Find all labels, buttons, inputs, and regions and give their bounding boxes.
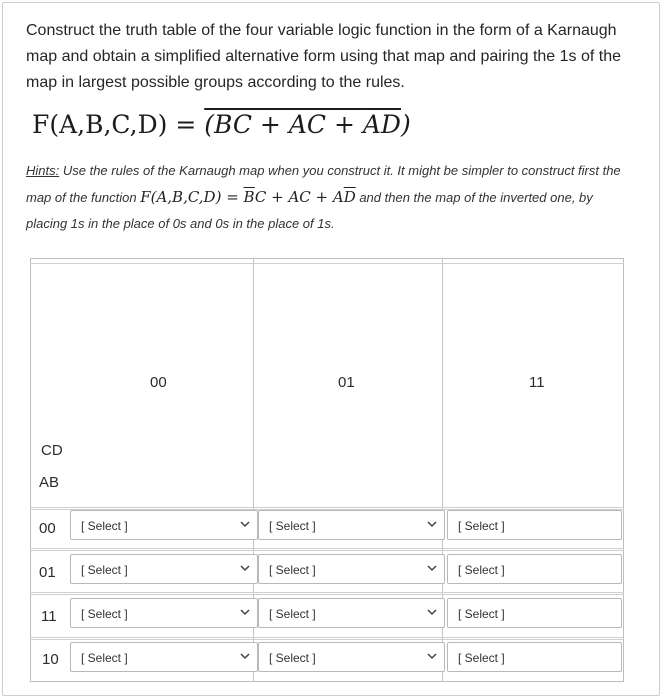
hints-paragraph <box>26 158 636 237</box>
chevron-down-icon <box>426 650 438 662</box>
select-label: [ Select ] <box>458 519 505 533</box>
grid-divider <box>30 592 624 595</box>
chevron-down-icon <box>426 562 438 574</box>
formula-middle: + AC + <box>251 110 363 139</box>
select-label: [ Select ] <box>269 563 316 577</box>
chevron-down-icon <box>239 650 251 662</box>
instructions-text: Construct the truth table of the four variable logic function in the form of a Karnaugh map and obtain a simplified alternative form using that map and pairing the 1s of the map in largest possible groups according to the rules. <box>26 22 622 91</box>
select-row00-col01[interactable] <box>258 510 445 540</box>
select-label: [ Select ] <box>81 607 128 621</box>
formula-inverted-expression <box>204 110 401 139</box>
grid-divider <box>30 637 624 640</box>
column-header-11: 11 <box>529 374 545 391</box>
select-row10-col01[interactable] <box>258 642 445 672</box>
chevron-down-icon <box>239 518 251 530</box>
select-row00-col00[interactable] <box>70 510 258 540</box>
select-row01-col01[interactable] <box>258 554 445 584</box>
select-label: [ Select ] <box>269 519 316 533</box>
select-row11-col11[interactable] <box>447 598 622 628</box>
hint-formula-rest: C + AC + A <box>254 188 344 206</box>
select-label: [ Select ] <box>269 607 316 621</box>
hint-formula-b: $\overline{B}$ <box>243 188 255 206</box>
row-label-01: 01 <box>39 564 56 581</box>
select-label: [ Select ] <box>458 563 505 577</box>
row-label-00: 00 <box>39 520 56 537</box>
hints-text-1: Use the rules of the Karnaugh map when you construct it. It might be simpler to construct first the map of the function <box>26 163 621 205</box>
formula-close-paren: ) <box>400 110 411 139</box>
column-header-00: 00 <box>150 374 167 391</box>
hints-text-2: and then the map of the inverted one, by placing 1s in the place of 0s and 0s in the place of 1s. <box>26 190 593 231</box>
select-row01-col11[interactable] <box>447 554 622 584</box>
grid-divider <box>30 263 624 264</box>
select-row10-col00[interactable] <box>70 642 258 672</box>
chevron-down-icon <box>239 606 251 618</box>
hint-formula-d: $\overline{D}$ <box>343 188 356 206</box>
hint-formula-lhs: F(A,B,C,D) = <box>140 188 244 206</box>
select-label: [ Select ] <box>458 651 505 665</box>
select-label: [ Select ] <box>81 563 128 577</box>
formula-term-ad: AD <box>362 110 401 139</box>
chevron-down-icon <box>426 518 438 530</box>
formula-term-bc: BC <box>214 110 252 139</box>
chevron-down-icon <box>426 606 438 618</box>
hints-label: Hints: <box>26 163 60 178</box>
column-header-01: 01 <box>338 374 355 391</box>
hint-formula <box>140 188 356 206</box>
select-row10-col11[interactable] <box>447 642 622 672</box>
corner-label-cd: CD <box>41 442 63 459</box>
select-row00-col11[interactable] <box>447 510 622 540</box>
select-row11-col01[interactable] <box>258 598 445 628</box>
select-row11-col00[interactable] <box>70 598 258 628</box>
main-formula <box>32 110 411 139</box>
select-label: [ Select ] <box>458 607 505 621</box>
row-label-10: 10 <box>42 651 59 668</box>
select-label: [ Select ] <box>81 651 128 665</box>
formula-lhs: F(A,B,C,D) = <box>32 110 205 139</box>
row-label-11: 11 <box>41 608 57 625</box>
chevron-down-icon <box>239 562 251 574</box>
formula-open-paren: ( <box>204 110 215 139</box>
grid-divider <box>30 548 624 551</box>
corner-label-ab: AB <box>39 474 60 491</box>
select-label: [ Select ] <box>269 651 316 665</box>
select-label: [ Select ] <box>81 519 128 533</box>
select-row01-col00[interactable] <box>70 554 258 584</box>
